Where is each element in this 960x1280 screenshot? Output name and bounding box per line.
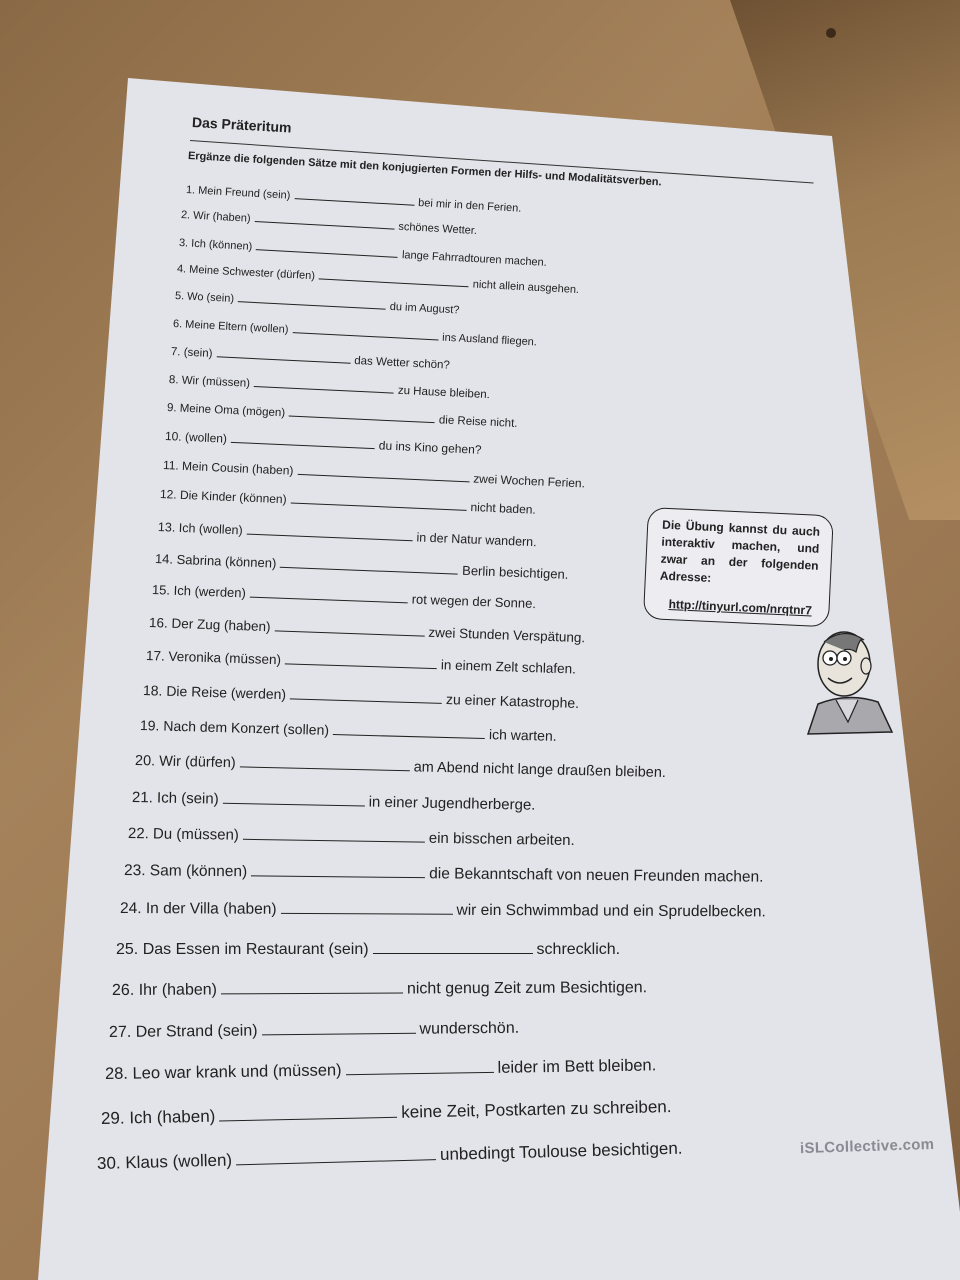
exercise-prompt: 4. Meine Schwester (dürfen) — [176, 263, 316, 283]
answer-blank[interactable] — [216, 346, 350, 363]
exercise-item — [175, 289, 460, 317]
exercise-continuation: nicht genug Zeit zum Besichtigen. — [406, 978, 648, 998]
exercise-continuation: wunderschön. — [419, 1019, 520, 1038]
exercise-item — [116, 939, 620, 959]
exercise-item — [97, 1139, 683, 1175]
answer-blank[interactable] — [285, 652, 437, 669]
answer-blank[interactable] — [290, 686, 442, 703]
exercise-item — [120, 899, 766, 922]
answer-blank[interactable] — [297, 464, 469, 483]
exercise-continuation: bei mir in den Ferien. — [417, 197, 522, 216]
exercise-continuation: ein bisschen arbeiten. — [428, 829, 575, 849]
answer-blank[interactable] — [333, 722, 485, 739]
speech-bubble-link[interactable]: http://tinyurl.com/nrqtnr7 — [668, 597, 813, 618]
page-title: Das Präteritum — [191, 114, 292, 136]
exercise-continuation: nicht baden. — [470, 500, 537, 517]
exercise-continuation: schrecklich. — [536, 940, 621, 958]
exercise-prompt: 17. Veronika (müssen) — [145, 648, 282, 668]
answer-blank[interactable] — [223, 790, 365, 806]
exercise-prompt: 14. Sabrina (können) — [154, 551, 277, 571]
exercise-continuation: leider im Bett bleiben. — [497, 1056, 657, 1077]
instruction-text: Ergänze die folgenden Sätze mit den konjugierten Formen der Hilfs- und Modalitätsverben. — [187, 150, 662, 189]
speech-bubble — [643, 507, 834, 627]
answer-blank[interactable] — [274, 619, 424, 637]
exercise-item — [101, 1097, 672, 1129]
exercise-prompt: 2. Wir (haben) — [180, 209, 251, 226]
exercise-prompt: 30. Klaus (wollen) — [96, 1150, 233, 1174]
exercise-prompt: 28. Leo war krank und (müssen) — [104, 1061, 342, 1084]
answer-blank[interactable] — [281, 900, 453, 915]
exercise-item — [105, 1055, 657, 1084]
exercise-item — [160, 487, 536, 517]
exercise-continuation: zwei Wochen Ferien. — [472, 471, 586, 491]
exercise-item — [109, 1018, 519, 1042]
exercise-continuation: die Bekanntschaft von neuen Freunden machen. — [429, 865, 764, 886]
answer-blank[interactable] — [280, 556, 458, 575]
exercise-item — [135, 752, 666, 781]
exercise-item — [165, 429, 482, 457]
footer-logo: iSLCollective.com — [799, 1135, 935, 1158]
exercise-continuation: keine Zeit, Postkarten zu schreiben. — [401, 1097, 672, 1123]
exercise-item — [155, 551, 569, 582]
exercise-item — [167, 400, 518, 430]
exercise-continuation: rot wegen der Sonne. — [411, 591, 537, 612]
exercise-continuation: wir ein Schwimmbad und ein Sprudelbecken. — [456, 901, 766, 921]
answer-blank[interactable] — [373, 939, 533, 954]
exercise-prompt: 24. In der Villa (haben) — [119, 900, 277, 918]
exercise-prompt: 15. Ich (werden) — [151, 582, 247, 601]
exercise-prompt: 29. Ich (haben) — [100, 1107, 216, 1129]
exercise-continuation: ins Ausland fliegen. — [441, 331, 538, 349]
answer-blank[interactable] — [256, 240, 398, 258]
exercise-prompt: 7. (sein) — [170, 345, 213, 360]
answer-blank[interactable] — [290, 492, 466, 511]
exercise-continuation: die Reise nicht. — [438, 414, 518, 430]
answer-blank[interactable] — [221, 978, 403, 994]
exercise-continuation: schönes Wetter. — [398, 221, 478, 238]
exercise-item — [128, 824, 575, 849]
answer-blank[interactable] — [345, 1058, 493, 1075]
exercise-prompt: 3. Ich (können) — [178, 237, 253, 254]
answer-blank[interactable] — [247, 523, 413, 541]
answer-blank[interactable] — [254, 376, 394, 393]
exercise-continuation: du ins Kino gehen? — [378, 438, 482, 457]
exercise-prompt: 19. Nach dem Konzert (sollen) — [139, 717, 330, 738]
exercise-continuation: unbedingt Toulouse besichtigen. — [439, 1139, 683, 1165]
exercise-continuation: zwei Stunden Verspätung. — [428, 625, 586, 646]
answer-blank[interactable] — [254, 212, 394, 230]
speech-bubble-text: Die Übung kannst du auch interaktiv machen, und zwar an der folgenden Adresse: — [659, 517, 821, 585]
exercise-item — [112, 977, 647, 999]
exercise-prompt: 9. Meine Oma (mögen) — [166, 401, 286, 420]
exercise-continuation: in der Natur wandern. — [416, 530, 537, 549]
exercise-prompt: 13. Ich (wollen) — [157, 519, 243, 538]
exercise-continuation: Berlin besichtigen. — [461, 562, 569, 582]
answer-blank[interactable] — [240, 754, 410, 771]
exercise-item — [140, 717, 557, 744]
exercise-prompt: 18. Die Reise (werden) — [142, 682, 287, 703]
answer-blank[interactable] — [238, 292, 386, 310]
exercise-continuation: in einem Zelt schlafen. — [440, 657, 577, 677]
exercise-item — [152, 582, 537, 611]
exercise-item — [171, 344, 451, 371]
exercise-prompt: 1. Mein Freund (sein) — [185, 184, 291, 203]
answer-blank[interactable] — [319, 269, 469, 287]
exercise-prompt: 26. Ihr (haben) — [111, 981, 217, 999]
exercise-prompt: 27. Der Strand (sein) — [108, 1022, 258, 1041]
exercise-item — [124, 861, 764, 887]
exercise-item — [173, 317, 538, 349]
exercise-item — [181, 208, 478, 237]
exercise-prompt: 22. Du (müssen) — [127, 824, 239, 844]
teacher-cartoon-icon — [800, 626, 896, 738]
exercise-prompt: 10. (wollen) — [164, 429, 228, 446]
answer-blank[interactable] — [294, 189, 414, 206]
answer-blank[interactable] — [236, 1145, 436, 1166]
exercise-prompt: 23. Sam (können) — [123, 862, 248, 881]
exercise-continuation: du im August? — [389, 301, 460, 317]
exercise-continuation: zu Hause bleiben. — [397, 384, 491, 401]
exercise-continuation: das Wetter schön? — [353, 354, 451, 372]
exercise-continuation: ich warten. — [488, 726, 557, 744]
exercise-item — [143, 682, 580, 711]
exercise-item — [149, 615, 586, 646]
answer-blank[interactable] — [231, 432, 375, 449]
exercise-prompt: 8. Wir (müssen) — [168, 373, 251, 390]
exercise-prompt: 25. Das Essen im Restaurant (sein) — [116, 940, 369, 958]
answer-blank[interactable] — [243, 826, 425, 843]
exercise-prompt: 11. Mein Cousin (haben) — [162, 458, 294, 478]
exercise-continuation: am Abend nicht lange draußen bleiben. — [413, 759, 667, 782]
answer-blank[interactable] — [292, 323, 438, 341]
exercise-item — [146, 648, 576, 677]
exercise-prompt: 21. Ich (sein) — [131, 788, 219, 808]
exercise-continuation: lange Fahrradtouren machen. — [401, 249, 548, 270]
exercise-continuation: nicht allein ausgehen. — [472, 278, 580, 297]
answer-blank[interactable] — [250, 586, 408, 604]
exercise-continuation: in einer Jugendherberge. — [368, 793, 536, 814]
exercise-item — [158, 519, 537, 549]
answer-blank[interactable] — [261, 1019, 415, 1035]
exercise-prompt: 6. Meine Eltern (wollen) — [172, 318, 289, 337]
exercise-prompt: 16. Der Zug (haben) — [148, 615, 271, 635]
answer-blank[interactable] — [289, 406, 435, 423]
answer-blank[interactable] — [219, 1103, 397, 1122]
answer-blank[interactable] — [251, 862, 425, 878]
exercise-prompt: 20. Wir (dürfen) — [134, 753, 236, 772]
exercise-item — [169, 372, 491, 401]
exercise-item — [163, 458, 586, 491]
exercise-continuation: zu einer Katastrophe. — [445, 690, 580, 711]
exercise-item — [132, 788, 536, 813]
exercise-prompt: 12. Die Kinder (können) — [159, 487, 287, 507]
exercise-prompt: 5. Wo (sein) — [174, 290, 235, 306]
